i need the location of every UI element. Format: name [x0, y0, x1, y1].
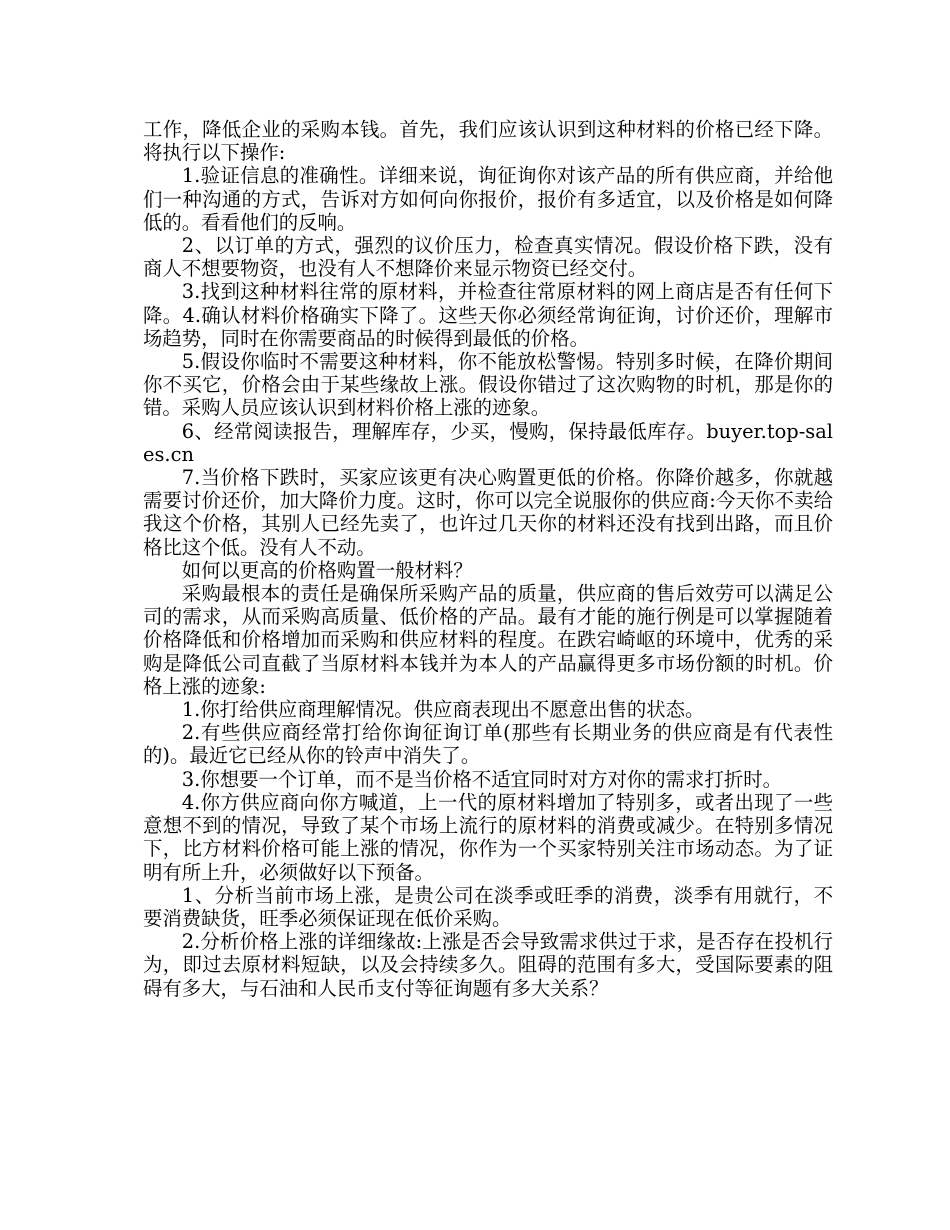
paragraph-sign-2: 2.有些供应商经常打给你询征询订单(那些有长期业务的供应商是有代表性的)。最近它已经从你的铃声中消失了。 — [143, 721, 833, 768]
paragraph-step-3-4: 3.找到这种材料往常的原材料，并检查往常原材料的网上商店是否有任何下降。4.确认材料价格确实下降了。这些天你必须经常询征询，讨价还价，理解市场趋势，同时在你需要商品的时候得到最低的价格。 — [143, 280, 833, 350]
paragraph-step-2: 2、以订单的方式，强烈的议价压力，检查真实情况。假设价格下跌，没有商人不想要物资，也没有人不想降价来显示物资已经交付。 — [143, 234, 833, 281]
document-body — [143, 118, 833, 1000]
paragraph-step-6: 6、经常阅读报告，理解库存，少买，慢购，保持最低库存。buyer.top-sales.cn — [143, 419, 833, 466]
paragraph-step-7: 7.当价格下跌时，买家应该更有决心购置更低的价格。你降价越多，你就越需要讨价还价，加大降价力度。这时，你可以完全说服你的供应商:今天你不卖给我这个价格，其别人已经先卖了，也许过几天你的材料还没有找到出路，而且价格比这个低。没有人不动。 — [143, 466, 833, 559]
paragraph-prep-1: 1、分析当前市场上涨，是贵公司在淡季或旺季的消费，淡季有用就行，不要消费缺货，旺季必须保证现在低价采购。 — [143, 883, 833, 930]
paragraph-prep-2: 2.分析价格上涨的详细缘故:上涨是否会导致需求供过于求，是否存在投机行为，即过去原材料短缺，以及会持续多久。阻碍的范围有多大，受国际要素的阻碍有多大，与石油和人民币支付等征询题有多大关系？ — [143, 930, 833, 1000]
paragraph-step-1: 1.验证信息的准确性。详细来说，询征询你对该产品的所有供应商，并给他们一种沟通的方式，告诉对方如何向你报价，报价有多适宜，以及价格是如何降低的。看看他们的反响。 — [143, 164, 833, 234]
section-question: 如何以更高的价格购置一般材料？ — [181, 558, 473, 582]
paragraph-sign-3: 3.你想要一个订单，而不是当价格不适宜同时对方对你的需求打折时。 — [181, 767, 783, 791]
paragraph-sign-1: 1.你打给供应商理解情况。供应商表现出不愿意出售的状态。 — [181, 698, 705, 722]
paragraph-sign-4: 4.你方供应商向你方喊道，上一代的原材料增加了特别多，或者出现了一些意想不到的情况，导致了某个市场上流行的原材料的消费或减少。在特别多情况下，比方材料价格可能上涨的情况，你作为一个买家特别关注市场动态。为了证明有所上升，必须做好以下预备。 — [143, 790, 833, 884]
paragraph-step-5: 5.假设你临时不需要这种材料，你不能放松警惕。特别多时候，在降价期间你不买它，价格会由于某些缘故上涨。假设你错过了这次购物的时机，那是你的错。采购人员应该认识到材料价格上涨的迹象。 — [143, 350, 833, 420]
paragraph-procurement-responsibility: 采购最根本的责任是确保所采购产品的质量，供应商的售后效劳可以满足公司的需求，从而采购高质量、低价格的产品。最有才能的施行例是可以掌握随着价格降低和价格增加而采购和供应材料的程度。在跌宕崎岖的环境中，优秀的采购是降低公司直截了当原材料本钱并为本人的产品赢得更多市场份额的时机。价格上涨的迹象: — [143, 582, 833, 698]
paragraph-intro: 工作，降低企业的采购本钱。首先，我们应该认识到这种材料的价格已经下降。将执行以下操作: — [143, 118, 833, 165]
